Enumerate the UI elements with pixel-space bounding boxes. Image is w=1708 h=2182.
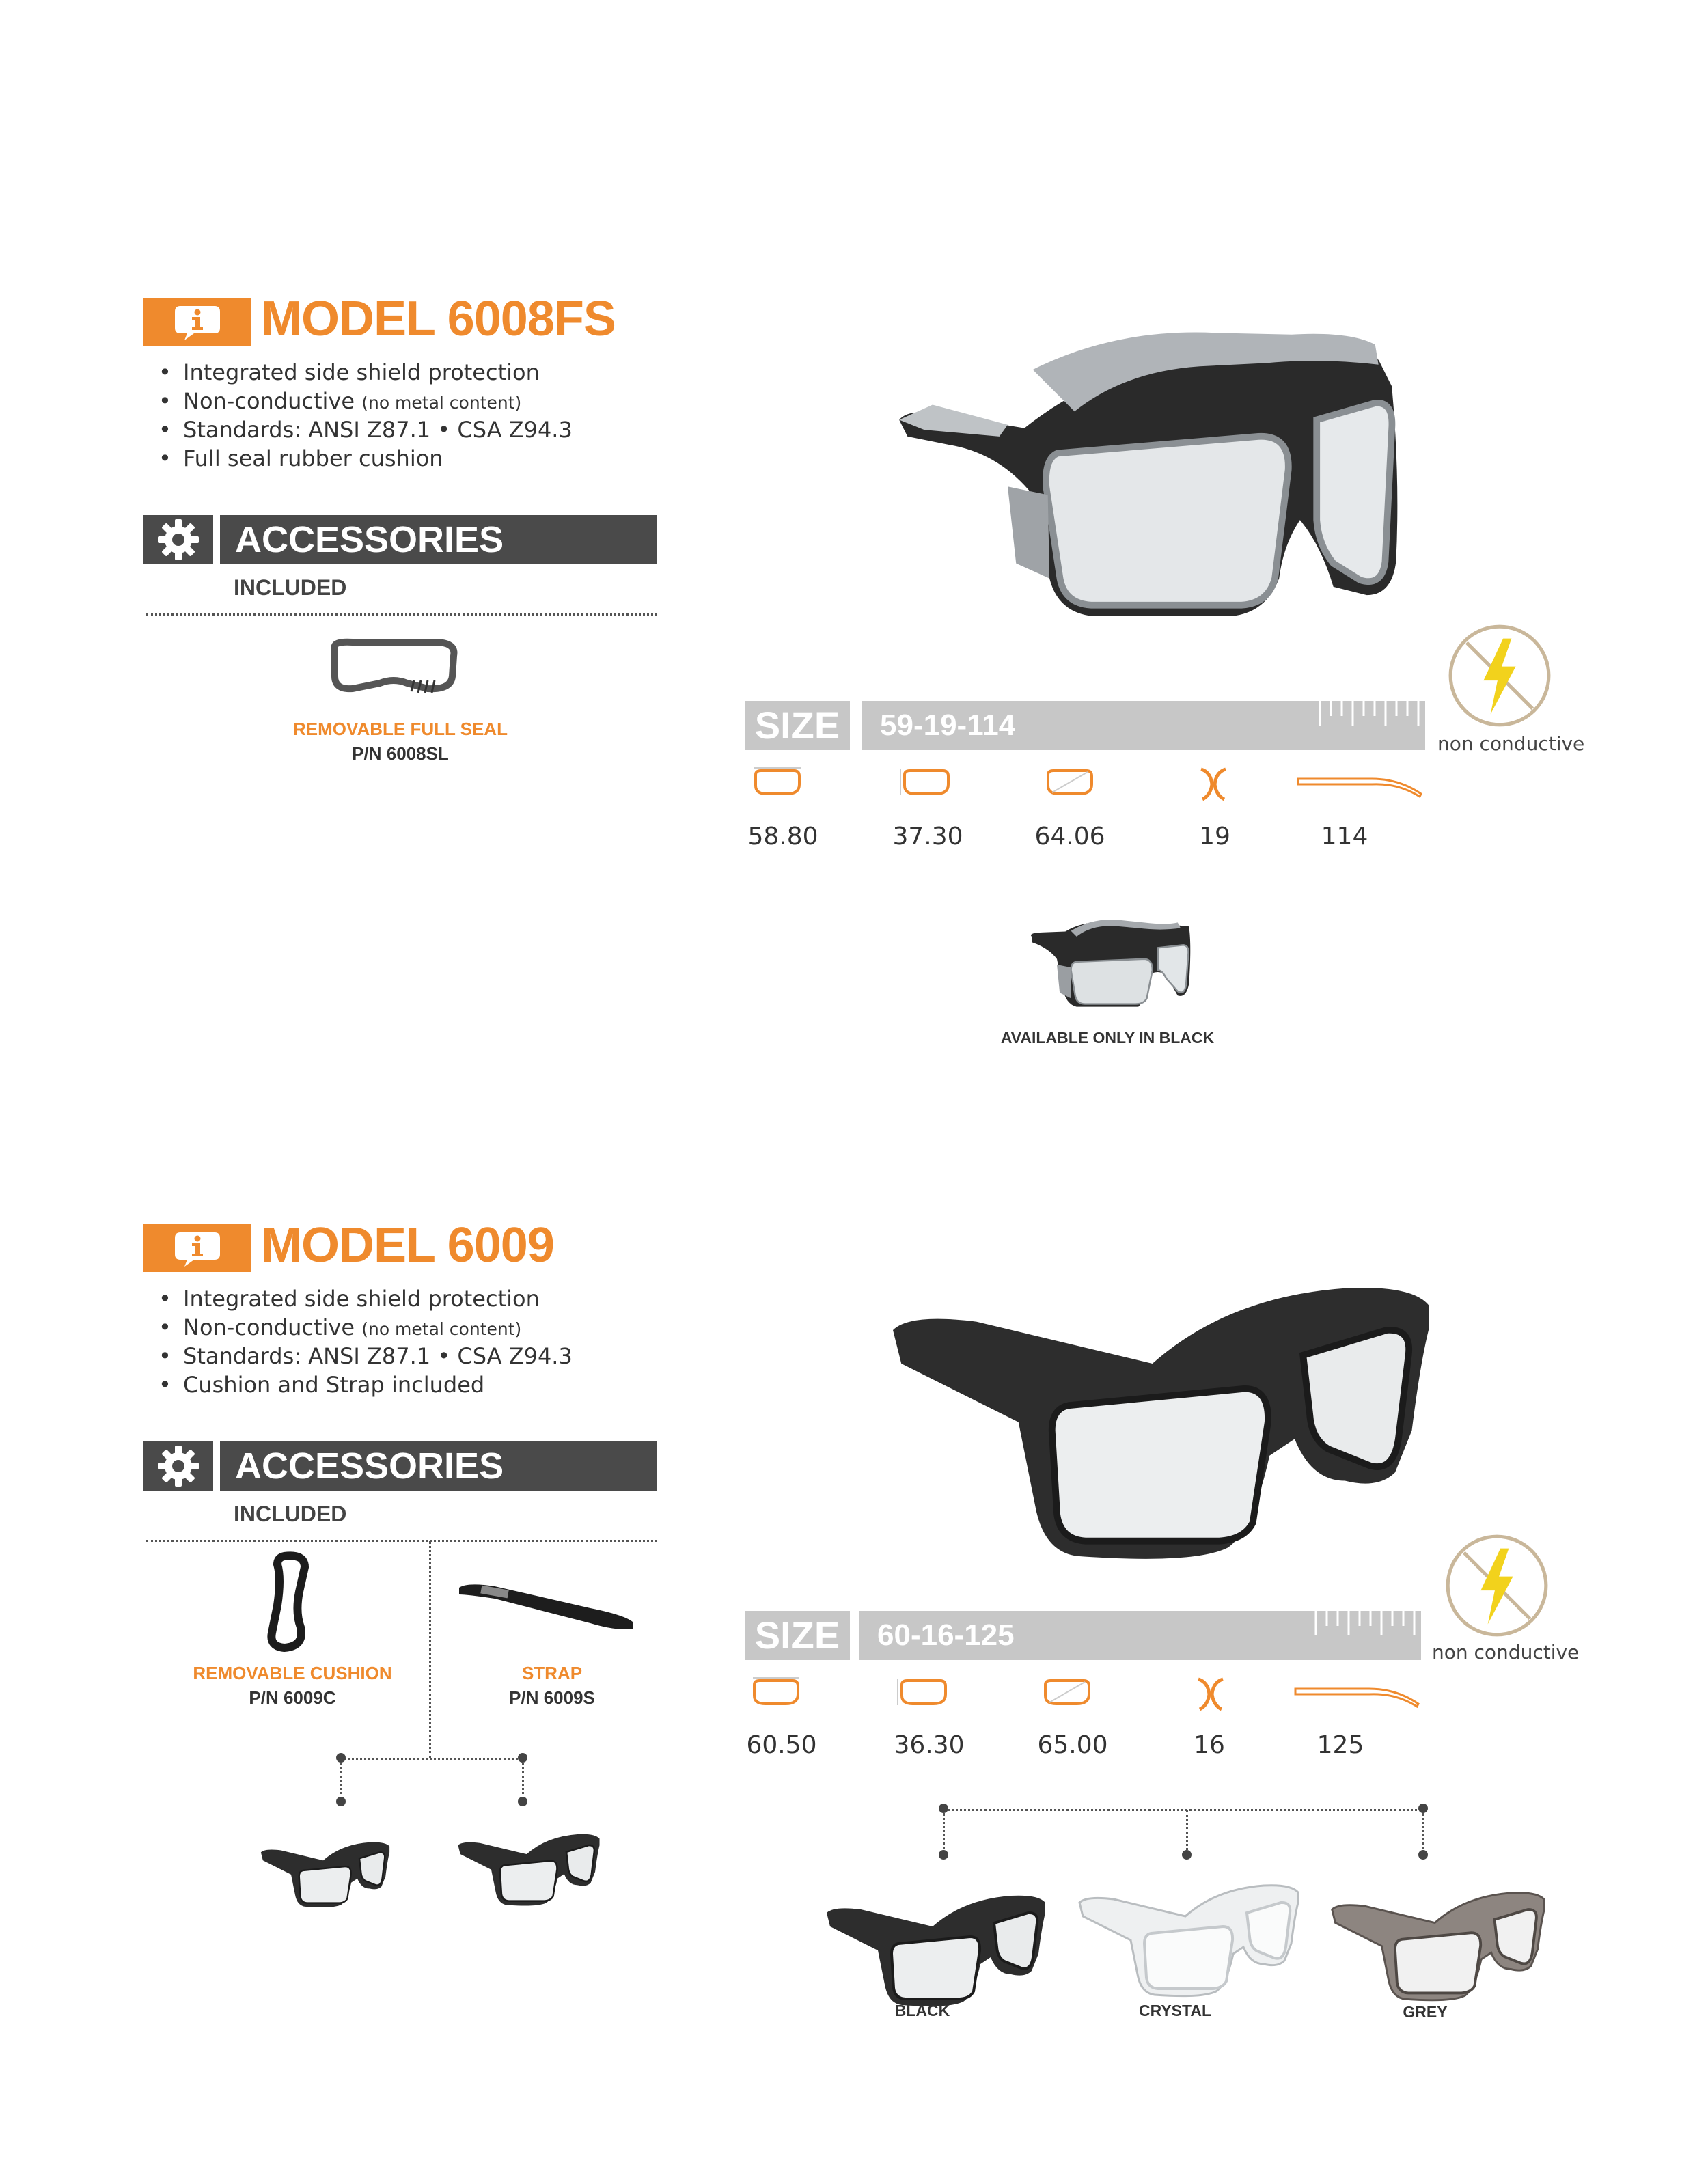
connector-dot: [518, 1753, 527, 1763]
color-label: BLACK: [894, 2002, 950, 2019]
lens-height-icon: [896, 1676, 951, 1707]
connector-dot: [336, 1753, 346, 1763]
temple-icon: [1294, 1679, 1424, 1709]
accessories-heading: ACCESSORIES: [220, 1441, 657, 1491]
glasses-with-strap-image: [454, 1819, 604, 1907]
included-label: INCLUDED: [234, 1502, 347, 1526]
color-variant-grey-image: [1325, 1866, 1551, 2006]
product-image-6008fs: [758, 328, 1558, 629]
lens-width-icon: [750, 767, 805, 797]
model-info-badge: [143, 1224, 251, 1272]
measurement-value: 65.00: [1037, 1731, 1108, 1759]
model-title: MODEL 6009: [261, 1218, 554, 1273]
lens-diagonal-icon: [1043, 767, 1097, 797]
feature-item: • Integrated side shield protection: [159, 1286, 540, 1312]
measurement-value: 16: [1194, 1731, 1225, 1759]
connector-dot: [939, 1850, 948, 1860]
non-conductive-label: non conductive: [1437, 732, 1585, 755]
connector-dot: [336, 1797, 346, 1806]
non-conductive-icon: [1447, 623, 1552, 728]
non-conductive-icon: [1444, 1533, 1549, 1638]
model-info-badge: [143, 298, 251, 346]
size-label: SIZE: [745, 1611, 850, 1660]
measurement-value: 19: [1199, 823, 1230, 851]
size-value-text: 59-19-114: [880, 708, 1016, 742]
feature-item: • Integrated side shield protection: [159, 359, 540, 385]
measurement-value: 37.30: [892, 823, 963, 851]
full-seal-image: [325, 635, 462, 697]
product-variant-black-image: [995, 914, 1220, 1015]
connector-dot: [939, 1804, 948, 1813]
lens-width-icon: [749, 1676, 803, 1707]
lens-diagonal-icon: [1040, 1676, 1094, 1707]
feature-item: • Cushion and Strap included: [159, 1372, 485, 1398]
accessory-name: STRAP: [521, 1663, 583, 1683]
ruler-icon: [1317, 701, 1421, 728]
accessories-badge: [143, 515, 213, 564]
strap-image: [454, 1574, 645, 1635]
non-conductive-label: non conductive: [1432, 1641, 1580, 1663]
cushion-image: [257, 1551, 325, 1653]
measurement-value: 64.06: [1034, 823, 1105, 851]
ruler-icon: [1313, 1611, 1417, 1638]
info-icon: [174, 303, 221, 342]
feature-item: • Standards: ANSI Z87.1 • CSA Z94.3: [159, 417, 573, 443]
color-label: GREY: [1403, 2003, 1448, 2021]
measurement-value: 58.80: [747, 823, 818, 851]
accessories-heading: ACCESSORIES: [220, 515, 657, 564]
included-label: INCLUDED: [234, 575, 347, 600]
feature-item: • Non-conductive (no metal content): [159, 388, 522, 414]
gear-icon: [154, 515, 203, 564]
connector-dot: [1418, 1804, 1428, 1813]
connector-line: [943, 1809, 1422, 1811]
accessory-name: REMOVABLE CUSHION: [193, 1663, 392, 1683]
accessory-name: REMOVABLE FULL SEAL: [293, 719, 508, 739]
bridge-icon: [1197, 767, 1230, 802]
divider-vertical: [429, 1541, 431, 1758]
connector-line: [1186, 1810, 1188, 1854]
measurement-value: 125: [1317, 1731, 1364, 1759]
temple-icon: [1297, 769, 1427, 799]
product-image-6009: [775, 1230, 1547, 1564]
size-value: [862, 701, 1425, 750]
accessory-part-number: P/N 6009C: [249, 1687, 336, 1708]
connector-line: [340, 1763, 342, 1799]
feature-list: [159, 358, 573, 473]
connector-line: [943, 1813, 945, 1854]
color-label: CRYSTAL: [1138, 2002, 1212, 2019]
divider: [146, 1540, 657, 1542]
bridge-icon: [1194, 1676, 1227, 1712]
accessories-badge: [143, 1441, 213, 1491]
size-value: [859, 1611, 1421, 1660]
lens-height-icon: [899, 767, 954, 797]
feature-list: [159, 1284, 573, 1399]
info-icon: [174, 1230, 221, 1268]
measurement-value: 36.30: [894, 1731, 965, 1759]
color-variant-crystal-image: [1073, 1858, 1305, 2002]
accessory-part-number: P/N 6008SL: [352, 743, 449, 764]
glasses-with-cushion-image: [257, 1828, 394, 1909]
connector-line: [340, 1758, 522, 1760]
connector-line: [522, 1763, 524, 1799]
feature-item: • Non-conductive (no metal content): [159, 1314, 522, 1340]
size-value-text: 60-16-125: [877, 1618, 1015, 1652]
measurement-value: 60.50: [746, 1731, 817, 1759]
measurement-value: 114: [1321, 823, 1368, 851]
accessory-part-number: P/N 6009S: [509, 1687, 595, 1708]
model-title: MODEL 6008FS: [261, 292, 616, 346]
connector-dot: [518, 1797, 527, 1806]
size-label: SIZE: [745, 701, 850, 750]
availability-caption: AVAILABLE ONLY IN BLACK: [1000, 1029, 1215, 1047]
connector-dot: [1418, 1850, 1428, 1860]
connector-line: [1422, 1813, 1424, 1854]
feature-item: • Full seal rubber cushion: [159, 445, 443, 471]
color-variant-black-image: [820, 1872, 1052, 2008]
feature-item: • Standards: ANSI Z87.1 • CSA Z94.3: [159, 1343, 573, 1369]
gear-icon: [154, 1441, 203, 1491]
divider: [146, 613, 657, 616]
